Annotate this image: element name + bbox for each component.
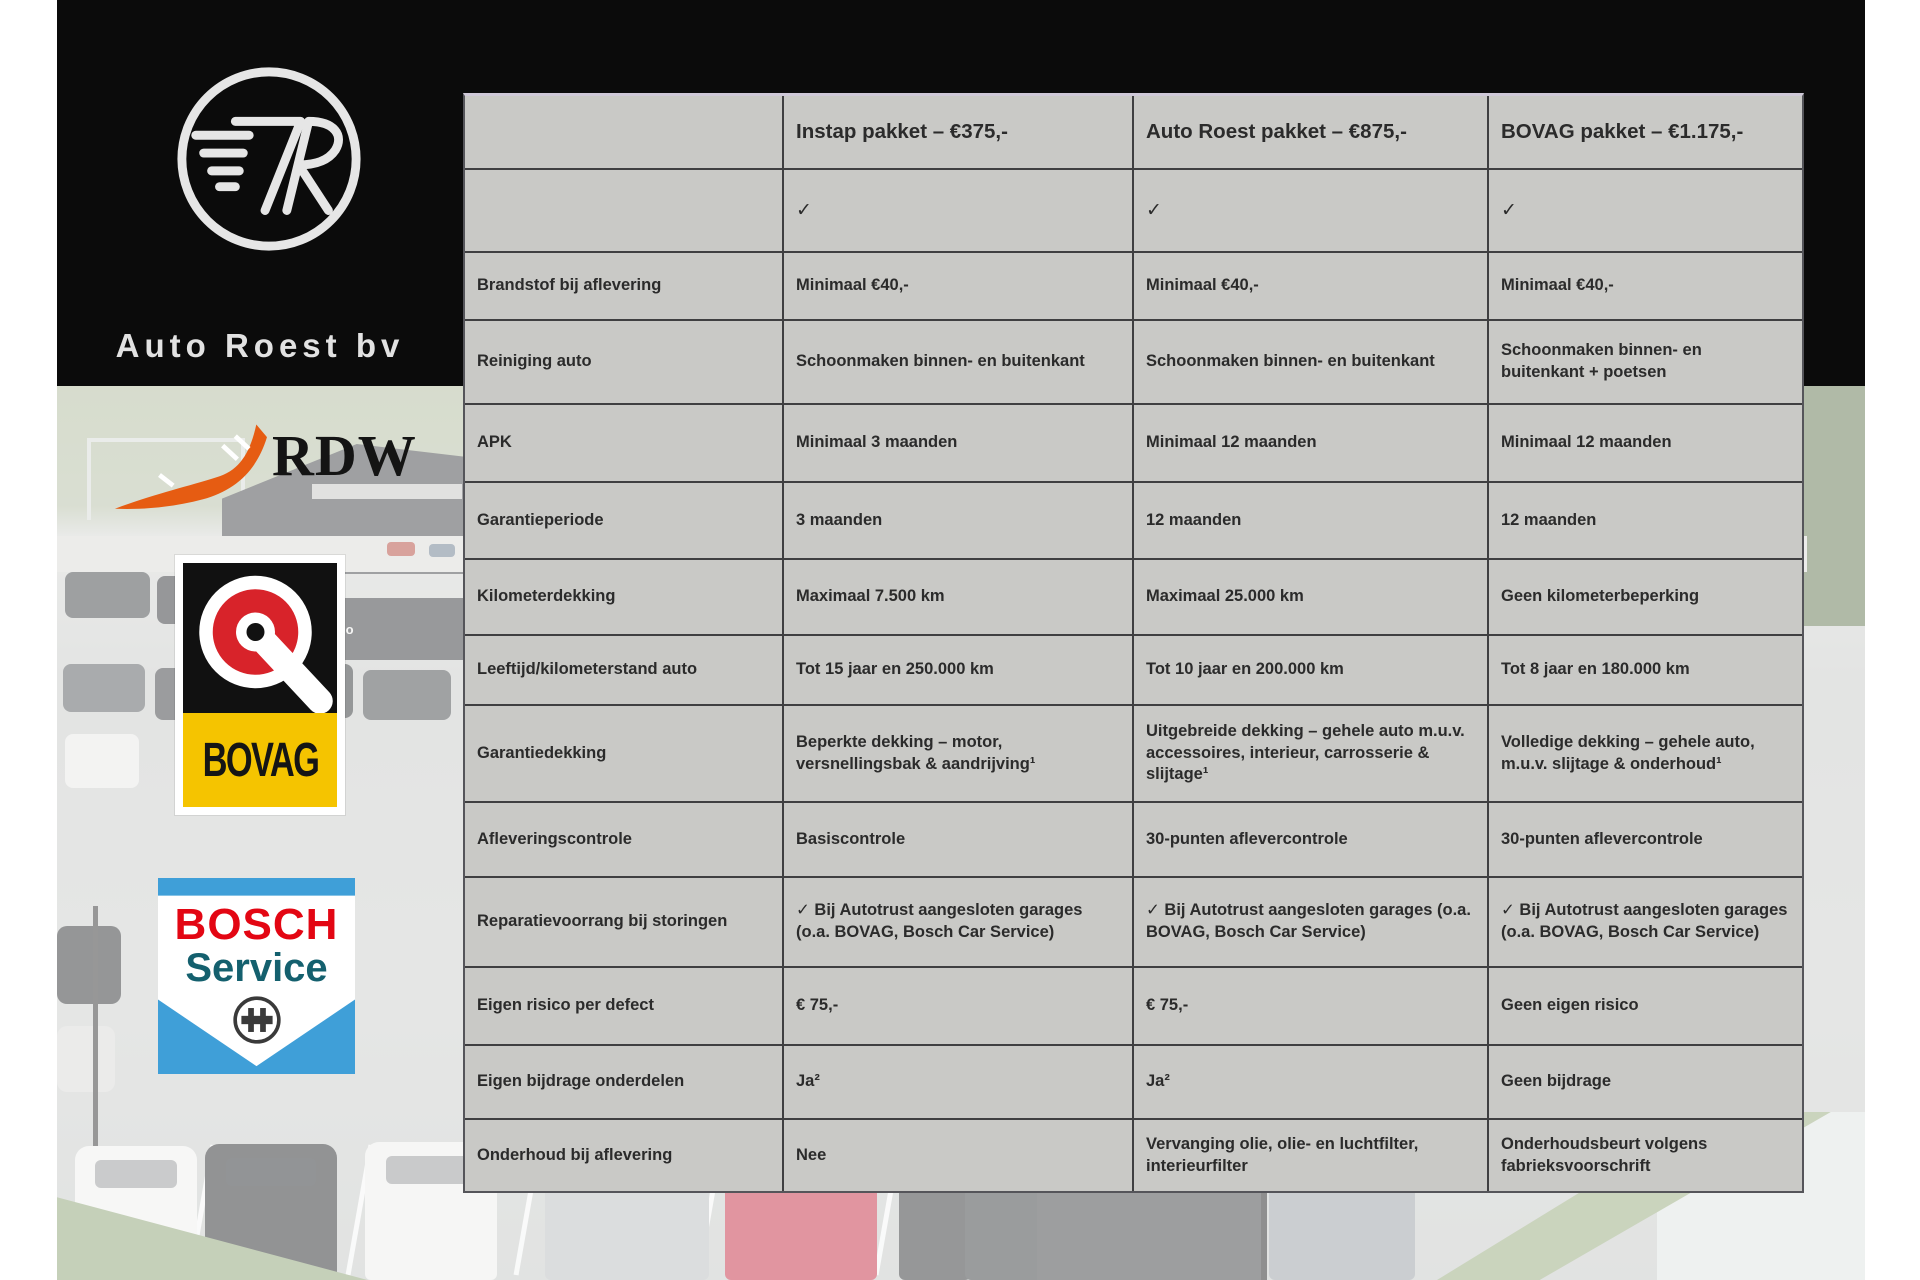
cell: Tot 10 jaar en 200.000 km (1132, 636, 1487, 706)
cell: Geen eigen risico (1487, 968, 1802, 1046)
cell: Maximaal 7.500 km (782, 560, 1132, 636)
row-label (465, 170, 782, 253)
cell: 30-punten aflevercontrole (1132, 803, 1487, 878)
row-label: Eigen bijdrage onderdelen (465, 1046, 782, 1120)
header-auto-roest-pakket: Auto Roest pakket – €875,- (1132, 96, 1487, 170)
cell: Nee (782, 1120, 1132, 1191)
cell: Schoonmaken binnen- en buitenkant (782, 321, 1132, 405)
rdw-wordmark: RDW (272, 423, 417, 488)
cell: 12 maanden (1132, 483, 1487, 560)
rdw-logo (110, 408, 420, 518)
cell: Basiscontrole (782, 803, 1132, 878)
cell: Ja² (782, 1046, 1132, 1120)
cell: 12 maanden (1487, 483, 1802, 560)
cell: Geen kilometerbeperking (1487, 560, 1802, 636)
row-label: Garantieperiode (465, 483, 782, 560)
cell: Minimaal 12 maanden (1132, 405, 1487, 483)
cell: Tot 8 jaar en 180.000 km (1487, 636, 1802, 706)
cell: Tot 15 jaar en 250.000 km (782, 636, 1132, 706)
header-bovag-pakket: BOVAG pakket – €1.175,- (1487, 96, 1802, 170)
cell: Minimaal €40,- (1132, 253, 1487, 321)
bovag-wordmark: BOVAG (202, 732, 318, 787)
cell: Maximaal 25.000 km (1132, 560, 1487, 636)
packages-table (463, 93, 1804, 1193)
bosch-service-logo (158, 878, 355, 1074)
row-label: Onderhoud bij aflevering (465, 1120, 782, 1191)
row-label: Eigen risico per defect (465, 968, 782, 1046)
brand-name: Auto Roest bv (115, 327, 405, 364)
cell: Volledige dekking – gehele auto, m.u.v. slijtage & onderhoud¹ (1487, 706, 1802, 803)
row-label: Afleveringscontrole (465, 803, 782, 878)
cell: Minimaal €40,- (782, 253, 1132, 321)
cell: Schoonmaken binnen- en buitenkant + poetsen (1487, 321, 1802, 405)
cell: Minimaal 12 maanden (1487, 405, 1802, 483)
bovag-logo (175, 555, 345, 815)
cell: Uitgebreide dekking – gehele auto m.u.v. accessoires, interieur, carrosserie & slijtage¹ (1132, 706, 1487, 803)
bosch-armature-icon (231, 994, 283, 1046)
bosch-service-wordmark: Service (185, 946, 328, 990)
cell: Vervanging olie, olie- en luchtfilter, interieurfilter (1132, 1120, 1487, 1191)
bovag-emblem-icon (183, 563, 337, 713)
row-label: Reiniging auto (465, 321, 782, 405)
cell: € 75,- (1132, 968, 1487, 1046)
row-label: Leeftijd/kilometerstand auto (465, 636, 782, 706)
cell: Minimaal 3 maanden (782, 405, 1132, 483)
rdw-flame-icon (110, 414, 270, 514)
row-label: APK (465, 405, 782, 483)
cell: € 75,- (782, 968, 1132, 1046)
header-instap-pakket: Instap pakket – €375,- (782, 96, 1132, 170)
package-included-check: ✓ (1487, 170, 1802, 253)
package-included-check: ✓ (1132, 170, 1487, 253)
cell: ✓ Bij Autotrust aangesloten garages (o.a. BOVAG, Bosch Car Service) (782, 878, 1132, 968)
cell: ✓ Bij Autotrust aangesloten garages (o.a. BOVAG, Bosch Car Service) (1487, 878, 1802, 968)
cell: Ja² (1132, 1046, 1487, 1120)
package-included-check: ✓ (782, 170, 1132, 253)
cell: Schoonmaken binnen- en buitenkant (1132, 321, 1487, 405)
bovag-wordmark-area (183, 713, 337, 807)
row-label: Reparatievoorrang bij storingen (465, 878, 782, 968)
cell: Beperkte dekking – motor, versnellingsbak & aandrijving¹ (782, 706, 1132, 803)
row-label: Garantiedekking (465, 706, 782, 803)
auto-roest-monogram-icon (170, 60, 368, 258)
cell: 3 maanden (782, 483, 1132, 560)
cell: Minimaal €40,- (1487, 253, 1802, 321)
cell: Onderhoudsbeurt volgens fabrieksvoorschrift (1487, 1120, 1802, 1191)
cell: Geen bijdrage (1487, 1046, 1802, 1120)
row-label: Kilometerdekking (465, 560, 782, 636)
cell: ✓ Bij Autotrust aangesloten garages (o.a. BOVAG, Bosch Car Service) (1132, 878, 1487, 968)
bosch-wordmark: BOSCH (174, 900, 339, 949)
cell: 30-punten aflevercontrole (1487, 803, 1802, 878)
header-row-label (465, 96, 782, 170)
row-label: Brandstof bij aflevering (465, 253, 782, 321)
